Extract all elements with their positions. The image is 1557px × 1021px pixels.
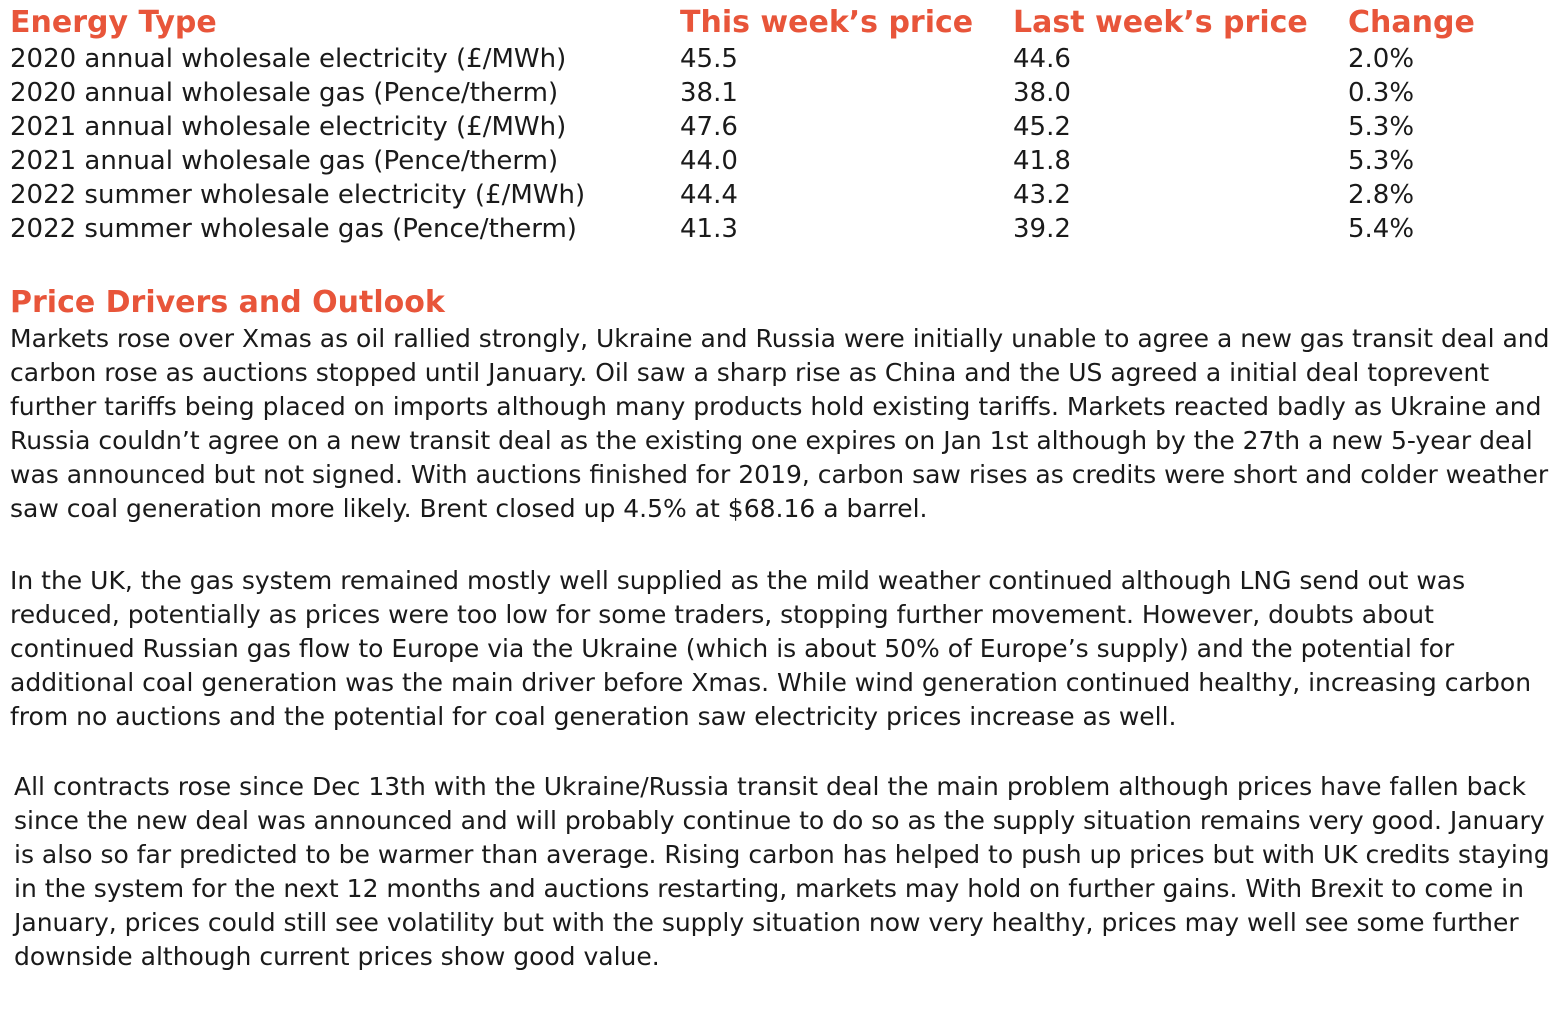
outlook-paragraph-markets: Markets rose over Xmas as oil rallied strongly, Ukraine and Russia were initially unable to agree a new gas transit deal and carbon rose as auctions stopped until January. Oil saw a sharp rise as China and the US agreed a initial deal toprevent further tariffs being placed on imports although many products hold existing tariffs. Markets reacted badly as Ukraine and Russia couldn’t agree on a new transit deal as the existing one expires on Jan 1st although by the 27th a new 5-year deal was announced but not signed. With auctions finished for 2019, carbon saw rises as credits were short and colder weather saw coal generation more likely. Brent closed up 4.5% at $68.16 a barrel. (10, 324, 1550, 523)
energy-type-cell: 2022 summer wholesale gas (Pence/therm) (10, 214, 577, 244)
header-energy-type: Energy Type (10, 5, 217, 40)
this-week-price-cell: 41.3 (680, 214, 738, 244)
energy-type-cell: 2020 annual wholesale electricity (£/MWh) (10, 44, 567, 74)
table-header-row (10, 4, 1550, 42)
energy-type-cell: 2020 annual wholesale gas (Pence/therm) (10, 78, 559, 108)
table-row (10, 212, 1550, 246)
table-row (10, 110, 1550, 144)
last-week-price-cell: 44.6 (1013, 44, 1071, 74)
price-table (10, 4, 1550, 246)
this-week-price-cell: 44.4 (680, 180, 738, 210)
header-last-week-price: Last week’s price (1013, 5, 1308, 40)
table-row (10, 42, 1550, 76)
this-week-price-cell: 45.5 (680, 44, 738, 74)
table-row (10, 76, 1550, 110)
outlook-paragraph-contracts: All contracts rose since Dec 13th with the Ukraine/Russia transit deal the main problem although prices have fallen back since the new deal was announced and will probably continue to do so as the supply situation remains very good. January is also so far predicted to be warmer than average. Rising carbon has helped to push up prices but with UK credits staying in the system for the next 12 months and auctions restarting, markets may hold on further gains. With Brexit to come in January, prices could still see volatility but with the supply situation now very healthy, prices may well see some further downside although current prices show good value. (14, 772, 1550, 971)
change-cell: 0.3% (1348, 78, 1415, 108)
outlook-paragraph-uk: In the UK, the gas system remained mostly well supplied as the mild weather continued although LNG send out was reduced, potentially as prices were too low for some traders, stopping further movement. However, doubts about continued Russian gas flow to Europe via the Ukraine (which is about 50% of Europe’s supply) and the potential for additional coal generation was the main driver before Xmas. While wind generation continued healthy, increasing carbon from no auctions and the potential for coal generation saw electricity prices increase as well. (10, 566, 1532, 731)
energy-type-cell: 2021 annual wholesale electricity (£/MWh) (10, 112, 567, 142)
table-row (10, 144, 1550, 178)
this-week-price-cell: 38.1 (680, 78, 738, 108)
last-week-price-cell: 39.2 (1013, 214, 1071, 244)
header-change: Change (1348, 5, 1475, 40)
table-row (10, 178, 1550, 212)
energy-type-cell: 2022 summer wholesale electricity (£/MWh) (10, 180, 586, 210)
energy-type-cell: 2021 annual wholesale gas (Pence/therm) (10, 146, 559, 176)
last-week-price-cell: 45.2 (1013, 112, 1071, 142)
this-week-price-cell: 44.0 (680, 146, 738, 176)
change-cell: 2.0% (1348, 44, 1415, 74)
change-cell: 5.4% (1348, 214, 1415, 244)
last-week-price-cell: 41.8 (1013, 146, 1071, 176)
header-this-week-price: This week’s price (680, 5, 974, 40)
change-cell: 2.8% (1348, 180, 1415, 210)
outlook-title: Price Drivers and Outlook (10, 285, 445, 320)
last-week-price-cell: 38.0 (1013, 78, 1071, 108)
change-cell: 5.3% (1348, 112, 1415, 142)
this-week-price-cell: 47.6 (680, 112, 738, 142)
change-cell: 5.3% (1348, 146, 1415, 176)
last-week-price-cell: 43.2 (1013, 180, 1071, 210)
